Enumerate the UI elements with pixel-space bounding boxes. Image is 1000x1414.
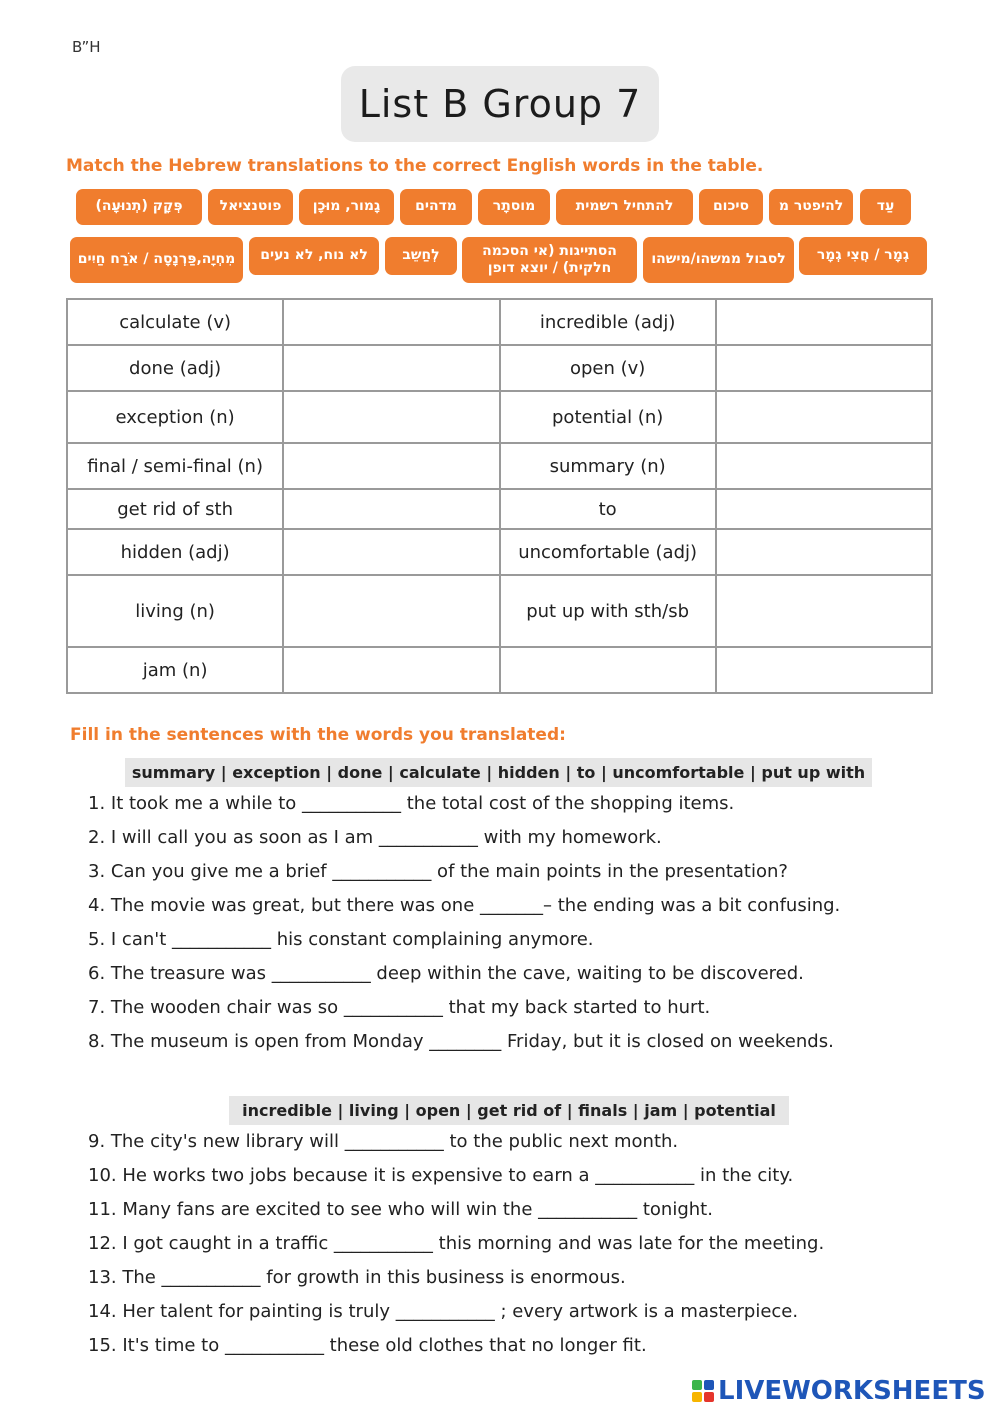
answer-drop-cell[interactable] [716, 529, 932, 575]
hebrew-chip[interactable]: להתחיל רשמית [556, 189, 693, 225]
word-bank-1: summary | exception | done | calculate | hidden | to | uncomfortable | put up with [125, 758, 872, 787]
english-word-cell: get rid of sth [67, 489, 283, 529]
vocab-table [66, 298, 933, 694]
english-word-cell: uncomfortable (adj) [500, 529, 716, 575]
sentence[interactable]: 3. Can you give me a brief ___________ of the main points in the presentation? [88, 861, 788, 882]
match-instruction: Match the Hebrew translations to the correct English words in the table. [66, 156, 764, 176]
answer-drop-cell[interactable] [716, 299, 932, 345]
bh-header: B”H [72, 38, 101, 56]
hebrew-chip[interactable]: עַד [860, 189, 911, 225]
title-box [341, 66, 659, 142]
english-word-cell: to [500, 489, 716, 529]
sentence[interactable]: 2. I will call you as soon as I am ___________ with my homework. [88, 827, 662, 848]
answer-drop-cell[interactable] [716, 489, 932, 529]
answer-drop-cell[interactable] [283, 647, 499, 693]
english-word-cell: final / semi-final (n) [67, 443, 283, 489]
hebrew-chip[interactable]: להיפטר מ [769, 189, 853, 225]
table-row [67, 575, 932, 647]
sentence[interactable]: 15. It's time to ___________ these old clothes that no longer fit. [88, 1335, 647, 1356]
english-word-cell: jam (n) [67, 647, 283, 693]
english-word-cell: hidden (adj) [67, 529, 283, 575]
hebrew-chip[interactable]: גָמור, מוּכָן [299, 189, 394, 225]
english-word-cell: summary (n) [500, 443, 716, 489]
answer-drop-cell[interactable] [283, 529, 499, 575]
answer-drop-cell[interactable] [716, 443, 932, 489]
hebrew-chip[interactable]: לְחַשֵב [385, 237, 457, 275]
hebrew-chip[interactable]: הסתייגות (אי הסכמה חלקית) / יוצא דופן [462, 237, 637, 283]
hebrew-chip[interactable]: לא נוח, לא נעים [249, 237, 379, 275]
english-word-cell [500, 647, 716, 693]
sentence[interactable]: 13. The ___________ for growth in this business is enormous. [88, 1267, 626, 1288]
liveworksheets-logo[interactable] [692, 1376, 986, 1406]
answer-drop-cell[interactable] [716, 391, 932, 443]
answer-drop-cell[interactable] [283, 489, 499, 529]
sentence[interactable]: 4. The movie was great, but there was one _______– the ending was a bit confusing. [88, 895, 841, 916]
table-row [67, 299, 932, 345]
sentence[interactable]: 10. He works two jobs because it is expensive to earn a ___________ in the city. [88, 1165, 794, 1186]
sentence[interactable]: 1. It took me a while to ___________ the total cost of the shopping items. [88, 793, 735, 814]
hebrew-chip[interactable]: לסבול ממשהו/מישהו [643, 237, 794, 283]
table-row [67, 647, 932, 693]
table-row [67, 529, 932, 575]
fill-instruction: Fill in the sentences with the words you translated: [70, 725, 566, 745]
table-row [67, 391, 932, 443]
hebrew-chip[interactable]: מִחְיָה,פַּרְנָסָה / אֹרַח חַיִים [70, 237, 243, 283]
sentence[interactable]: 12. I got caught in a traffic ___________ this morning and was late for the meeting. [88, 1233, 825, 1254]
table-row [67, 443, 932, 489]
hebrew-chip[interactable]: פְּקָק (תְנוּעָה) [76, 189, 202, 225]
english-word-cell: open (v) [500, 345, 716, 391]
english-word-cell: calculate (v) [67, 299, 283, 345]
page-title: List B Group 7 [358, 82, 642, 126]
hebrew-chip[interactable]: סיכום [699, 189, 763, 225]
liveworksheets-brand: LIVEWORKSHEETS [718, 1376, 986, 1406]
english-word-cell: incredible (adj) [500, 299, 716, 345]
answer-drop-cell[interactable] [283, 299, 499, 345]
answer-drop-cell[interactable] [716, 647, 932, 693]
hebrew-chip[interactable]: מדהים [400, 189, 472, 225]
sentence[interactable]: 9. The city's new library will ___________ to the public next month. [88, 1131, 679, 1152]
answer-drop-cell[interactable] [283, 345, 499, 391]
sentence[interactable]: 14. Her talent for painting is truly ___________ ; every artwork is a masterpiece. [88, 1301, 799, 1322]
hebrew-chip[interactable]: פוטנציאל [208, 189, 293, 225]
answer-drop-cell[interactable] [716, 575, 932, 647]
english-word-cell: put up with sth/sb [500, 575, 716, 647]
liveworksheets-mark-icon [692, 1380, 714, 1402]
sentence[interactable]: 6. The treasure was ___________ deep within the cave, waiting to be discovered. [88, 963, 804, 984]
word-bank-2: incredible | living | open | get rid of | finals | jam | potential [229, 1096, 789, 1125]
hebrew-chip[interactable]: גְמָר / חֲצִי גְמָר [799, 237, 927, 275]
answer-drop-cell[interactable] [283, 575, 499, 647]
english-word-cell: exception (n) [67, 391, 283, 443]
answer-drop-cell[interactable] [283, 391, 499, 443]
sentence[interactable]: 11. Many fans are excited to see who will win the ___________ tonight. [88, 1199, 713, 1220]
sentence[interactable]: 5. I can't ___________ his constant complaining anymore. [88, 929, 594, 950]
answer-drop-cell[interactable] [716, 345, 932, 391]
sentence[interactable]: 8. The museum is open from Monday ________ Friday, but it is closed on weekends. [88, 1031, 834, 1052]
answer-drop-cell[interactable] [283, 443, 499, 489]
table-row [67, 345, 932, 391]
hebrew-chip[interactable]: מוסתָר [478, 189, 550, 225]
english-word-cell: living (n) [67, 575, 283, 647]
english-word-cell: done (adj) [67, 345, 283, 391]
sentence[interactable]: 7. The wooden chair was so ___________ that my back started to hurt. [88, 997, 711, 1018]
english-word-cell: potential (n) [500, 391, 716, 443]
table-row [67, 489, 932, 529]
